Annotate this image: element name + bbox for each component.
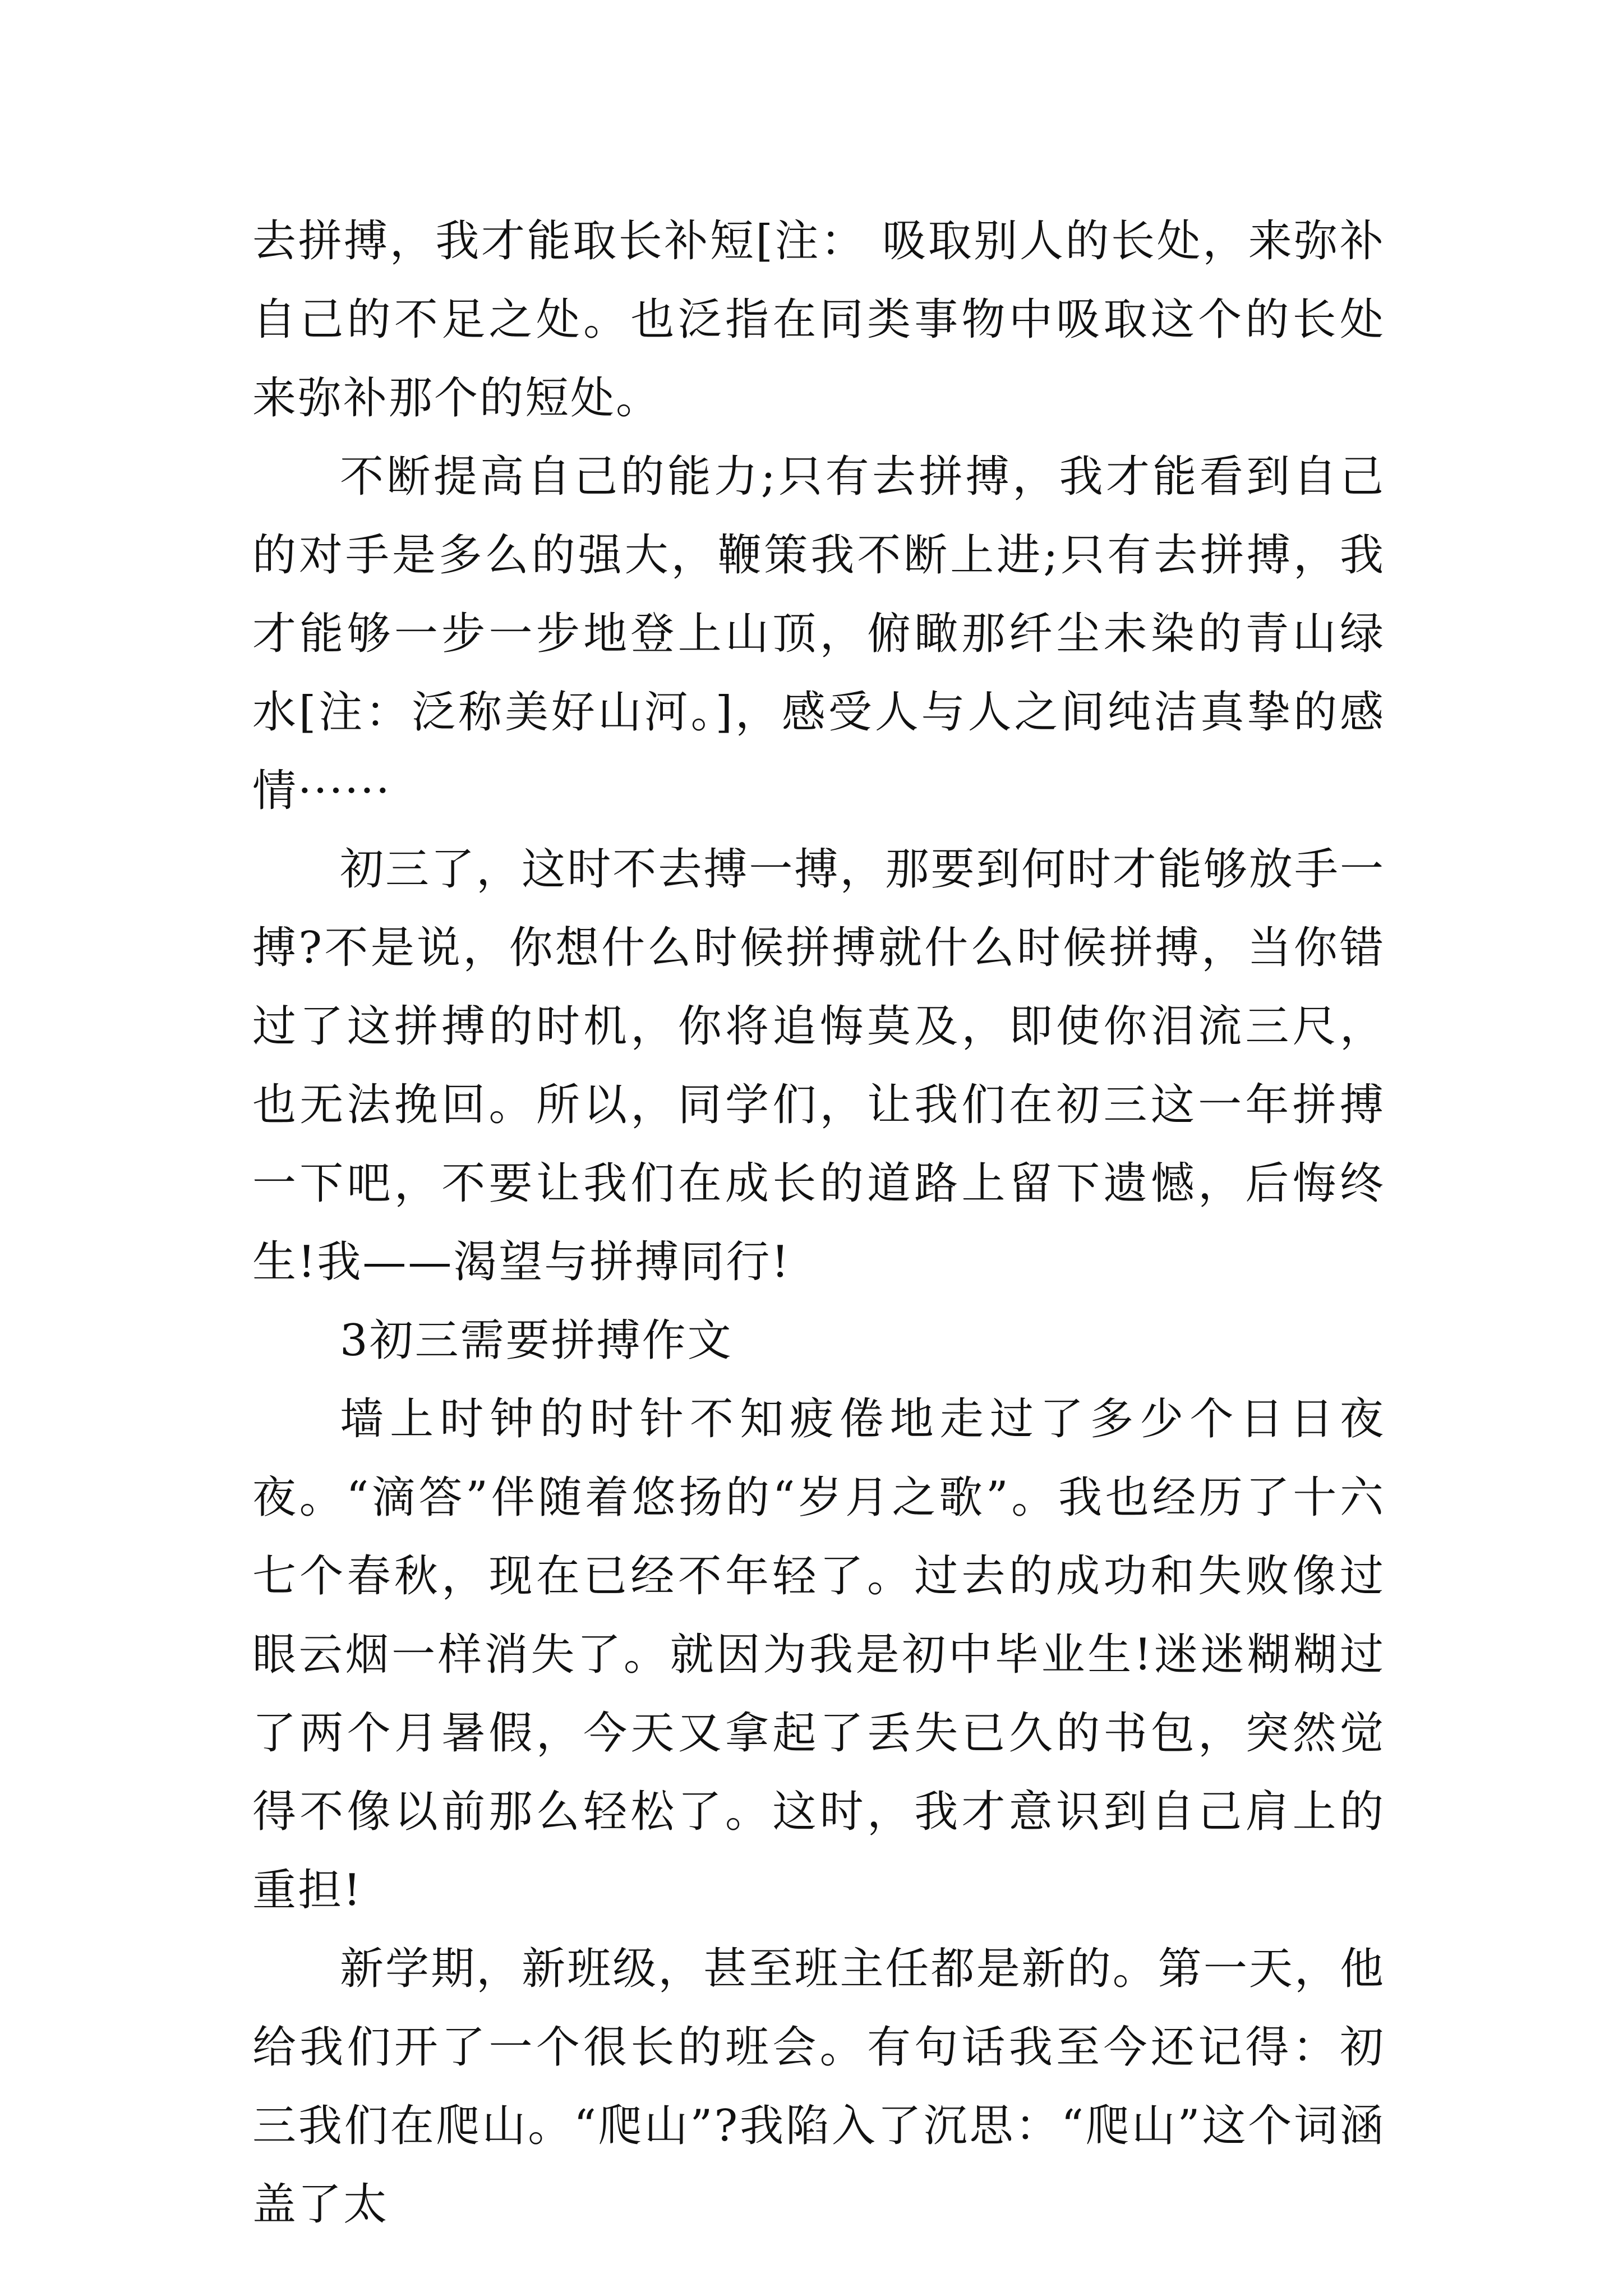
essay-text [252, 202, 1385, 2244]
paragraph-ability: 不断提高自己的能力;只有去拼搏，我才能看到自己的对手是多么的强大，鞭策我不断上进;只有去拼搏，我才能够一步一步地登上山顶，俯瞰那纤尘未染的青山绿水[注：泛称美好山河。]，感受人与人之间纯洁真挚的感情······ [252, 452, 1385, 816]
paragraph-clock: 墙上时钟的时针不知疲倦地走过了多少个日日夜夜。“滴答”伴随着悠扬的“岁月之歌”。我也经历了十六七个春秋，现在已经不年轻了。过去的成功和失败像过眼云烟一样消失了。就因为我是初中毕业生!迷迷糊糊过了两个月暑假，今天又拿起了丢失已久的书包，突然觉得不像以前那么轻松了。这时，我才意识到自己肩上的重担! [252, 1394, 1385, 1916]
paragraph-continuation: 去拼搏，我才能取长补短[注： 吸取别人的长处，来弥补自己的不足之处。也泛指在同类事物中吸取这个的长处来弥补那个的短处。 [252, 216, 1385, 424]
section-heading: 3初三需要拼搏作文 [340, 1315, 733, 1366]
paragraph-grade-three: 初三了，这时不去搏一搏，那要到何时才能够放手一搏?不是说，你想什么时候拼搏就什么时候拼搏，当你错过了这拼搏的时机，你将追悔莫及，即使你泪流三尺，也无法挽回。所以，同学们，让我们在初三这一年拼搏一下吧，不要让我们在成长的道路上留下遗憾，后悔终生!我——渴望与拼搏同行! [252, 844, 1385, 1287]
paragraph-new-semester: 新学期，新班级，甚至班主任都是新的。第一天，他给我们开了一个很长的班会。有句话我至今还记得：初三我们在爬山。“爬山”?我陷入了沉思：“爬山”这个词涵盖了太 [252, 1944, 1385, 2230]
